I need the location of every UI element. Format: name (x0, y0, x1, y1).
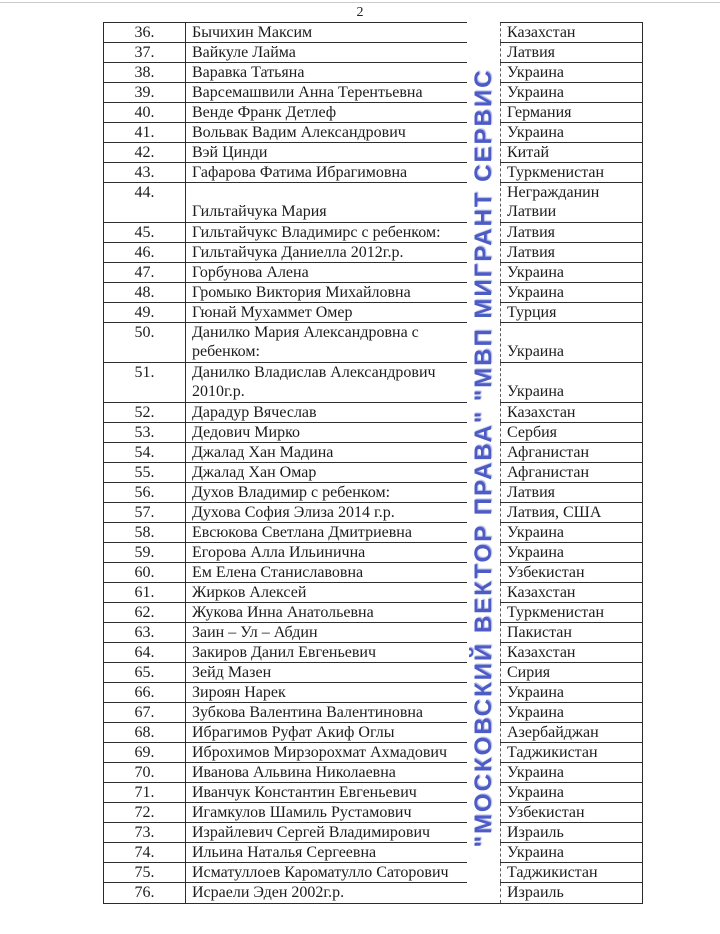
row-country: Латвия (500, 243, 642, 262)
row-country: Украина (500, 123, 642, 142)
row-name: Гильтайчука Даниелла 2012г.р. (192, 244, 404, 261)
row-number: 70. (104, 763, 186, 782)
table-row (104, 243, 642, 263)
table-row (104, 83, 642, 103)
row-country: Украина (500, 683, 642, 702)
row-number: 37. (104, 43, 186, 62)
row-number: 62. (104, 603, 186, 622)
row-country: Казахстан (500, 643, 642, 662)
row-number: 50. (104, 323, 186, 362)
row-name: Жукова Инна Анатольевна (192, 604, 374, 621)
row-number: 64. (104, 643, 186, 662)
row-name: Дарадур Вячеслав (192, 404, 317, 421)
row-name: Духов Владимир с ребенком: (192, 484, 391, 501)
row-name: Закиров Данил Евгеньевич (192, 644, 377, 661)
table-row (104, 263, 642, 283)
row-number: 45. (104, 223, 186, 242)
table-row (104, 123, 642, 143)
row-name: Данилко Владислав Александрович 2010г.р. (192, 364, 436, 400)
row-name: Исматуллоев Кароматулло Саторович (192, 864, 449, 881)
row-name: Жирков Алексей (192, 584, 307, 601)
table-row (104, 43, 642, 63)
row-number: 36. (104, 23, 186, 42)
row-country: Пакистан (500, 623, 642, 642)
row-number: 48. (104, 283, 186, 302)
row-country: Украина (500, 63, 642, 82)
row-name: Ильина Наталья Сергеевна (192, 844, 377, 861)
row-country: Турция (500, 303, 642, 322)
table-row (104, 843, 642, 863)
table-row (104, 783, 642, 803)
row-country: Украина (500, 263, 642, 282)
row-number: 41. (104, 123, 186, 142)
row-country: Украина (500, 83, 642, 102)
row-name: Зироян Нарек (192, 684, 286, 701)
row-country: Германия (500, 103, 642, 122)
row-number: 44. (104, 183, 186, 222)
row-name: Ем Елена Станиславовна (192, 564, 364, 581)
table-row (104, 823, 642, 843)
table-row (104, 663, 642, 683)
row-country: Афганистан (500, 463, 642, 482)
row-number: 63. (104, 623, 186, 642)
row-country: Украина (500, 283, 642, 302)
table-row (104, 403, 642, 423)
row-name: Громыко Виктория Михайловна (192, 284, 411, 301)
row-number: 47. (104, 263, 186, 282)
row-number: 38. (104, 63, 186, 82)
table-row (104, 683, 642, 703)
row-number: 65. (104, 663, 186, 682)
row-country: Таджикистан (500, 743, 642, 762)
table-row (104, 563, 642, 583)
table-row (104, 603, 642, 623)
table-row (104, 703, 642, 723)
row-number: 60. (104, 563, 186, 582)
table-row (104, 483, 642, 503)
row-number: 67. (104, 703, 186, 722)
row-name: Иванчук Константин Евгеньевич (192, 784, 417, 801)
row-name: Вэй Цинди (192, 144, 268, 161)
row-country: Казахстан (500, 583, 642, 602)
table-row (104, 323, 642, 363)
table-row (104, 583, 642, 603)
table-row (104, 423, 642, 443)
row-number: 76. (104, 883, 186, 903)
row-name: Данилко Мария Александровна с ребенком: (192, 324, 419, 360)
row-name: Горбунова Алена (192, 264, 309, 281)
table-row (104, 643, 642, 663)
row-country: Туркменистан (500, 163, 642, 182)
row-name: Гюнай Мухаммет Омер (192, 304, 353, 321)
table-row (104, 303, 642, 323)
row-number: 66. (104, 683, 186, 702)
table-row (104, 23, 642, 43)
table-row (104, 163, 642, 183)
row-number: 59. (104, 543, 186, 562)
row-name: Джалад Хан Мадина (192, 444, 334, 461)
row-number: 53. (104, 423, 186, 442)
row-name: Варсемашвили Анна Терентьевна (192, 84, 423, 101)
table-row (104, 723, 642, 743)
table-row (104, 143, 642, 163)
row-country: Казахстан (500, 403, 642, 422)
row-name: Исраели Эден 2002г.р. (192, 884, 345, 901)
row-number: 52. (104, 403, 186, 422)
row-country: Афганистан (500, 443, 642, 462)
row-country: Таджикистан (500, 863, 642, 882)
row-number: 58. (104, 523, 186, 542)
table-row (104, 543, 642, 563)
row-number: 74. (104, 843, 186, 862)
row-name: Варавка Татьяна (192, 64, 305, 81)
row-name: Егорова Алла Ильинична (192, 544, 366, 561)
table-row (104, 63, 642, 83)
row-country: Латвия (500, 43, 642, 62)
row-country: Украина (500, 323, 642, 362)
row-country: Израиль (500, 883, 642, 903)
table-row (104, 183, 642, 223)
scan-edge-line (0, 2, 720, 3)
table-row (104, 743, 642, 763)
row-country: Негражданин Латвии (500, 183, 642, 222)
table-row (104, 223, 642, 243)
row-number: 43. (104, 163, 186, 182)
row-number: 69. (104, 743, 186, 762)
row-number: 72. (104, 803, 186, 822)
row-name: Зубкова Валентина Валентиновна (192, 704, 424, 721)
row-country: Латвия, США (500, 503, 642, 522)
row-country: Казахстан (500, 23, 642, 42)
table-row (104, 503, 642, 523)
row-country: Латвия (500, 483, 642, 502)
table-row (104, 883, 642, 903)
row-name: Израйлевич Сергей Владимирович (192, 824, 431, 841)
table-row (104, 863, 642, 883)
row-country: Узбекистан (500, 563, 642, 582)
row-number: 46. (104, 243, 186, 262)
document-table (103, 22, 643, 904)
row-country: Узбекистан (500, 803, 642, 822)
row-name: Гафарова Фатима Ибрагимовна (192, 164, 408, 181)
row-name: Вольвак Вадим Александрович (192, 124, 406, 141)
row-number: 71. (104, 783, 186, 802)
row-number: 75. (104, 863, 186, 882)
row-country: Сирия (500, 663, 642, 682)
watermark-text: "МОСКОВСКИЙ ВЕКТОР ПРАВА" "МВП МИГРАНТ СЕРВИС (470, 68, 497, 848)
row-name: Венде Франк Детлеф (192, 104, 337, 121)
row-country: Украина (500, 363, 642, 402)
row-country: Украина (500, 783, 642, 802)
table-row (104, 463, 642, 483)
row-name: Иброхимов Мирзорохмат Ахмадович (192, 744, 448, 761)
row-number: 55. (104, 463, 186, 482)
table-row (104, 443, 642, 463)
row-number: 40. (104, 103, 186, 122)
row-number: 56. (104, 483, 186, 502)
row-name: Ибрагимов Руфат Акиф Оглы (192, 724, 395, 741)
row-name: Гильтайчукс Владимирс с ребенком: (192, 224, 441, 241)
row-number: 73. (104, 823, 186, 842)
table-row (104, 803, 642, 823)
row-country: Украина (500, 703, 642, 722)
table-row (104, 763, 642, 783)
row-name: Заин – Ул – Абдин (192, 624, 318, 641)
row-name: Духова София Элиза 2014 г.р. (192, 504, 395, 521)
row-name: Вайкуле Лайма (192, 44, 296, 61)
row-name: Зейд Мазен (192, 664, 272, 681)
row-name: Иванова Альвина Николаевна (192, 764, 396, 781)
row-number: 61. (104, 583, 186, 602)
row-country: Сербия (500, 423, 642, 442)
row-country: Латвия (500, 223, 642, 242)
row-name: Бычихин Максим (192, 24, 313, 41)
row-number: 51. (104, 363, 186, 402)
row-name: Евсюкова Светлана Дмитриевна (192, 524, 412, 541)
page-number: 2 (356, 5, 364, 20)
row-country: Туркменистан (500, 603, 642, 622)
table-row (104, 283, 642, 303)
table-row (104, 523, 642, 543)
row-name: Дедович Мирко (192, 424, 301, 441)
row-country: Украина (500, 543, 642, 562)
row-number: 49. (104, 303, 186, 322)
row-country: Азербайджан (500, 723, 642, 742)
table-row (104, 363, 642, 403)
row-number: 57. (104, 503, 186, 522)
row-country: Украина (500, 763, 642, 782)
row-name: Игамкулов Шамиль Рустамович (192, 804, 412, 821)
row-country: Украина (500, 523, 642, 542)
row-number: 68. (104, 723, 186, 742)
row-country: Украина (500, 843, 642, 862)
row-name: Гильтайчука Мария (192, 203, 327, 220)
row-number: 39. (104, 83, 186, 102)
row-number: 42. (104, 143, 186, 162)
row-country: Израиль (500, 823, 642, 842)
row-name: Джалад Хан Омар (192, 464, 317, 481)
row-country: Китай (500, 143, 642, 162)
row-number: 54. (104, 443, 186, 462)
table-row (104, 103, 642, 123)
document-table-body (104, 23, 642, 903)
table-row (104, 623, 642, 643)
